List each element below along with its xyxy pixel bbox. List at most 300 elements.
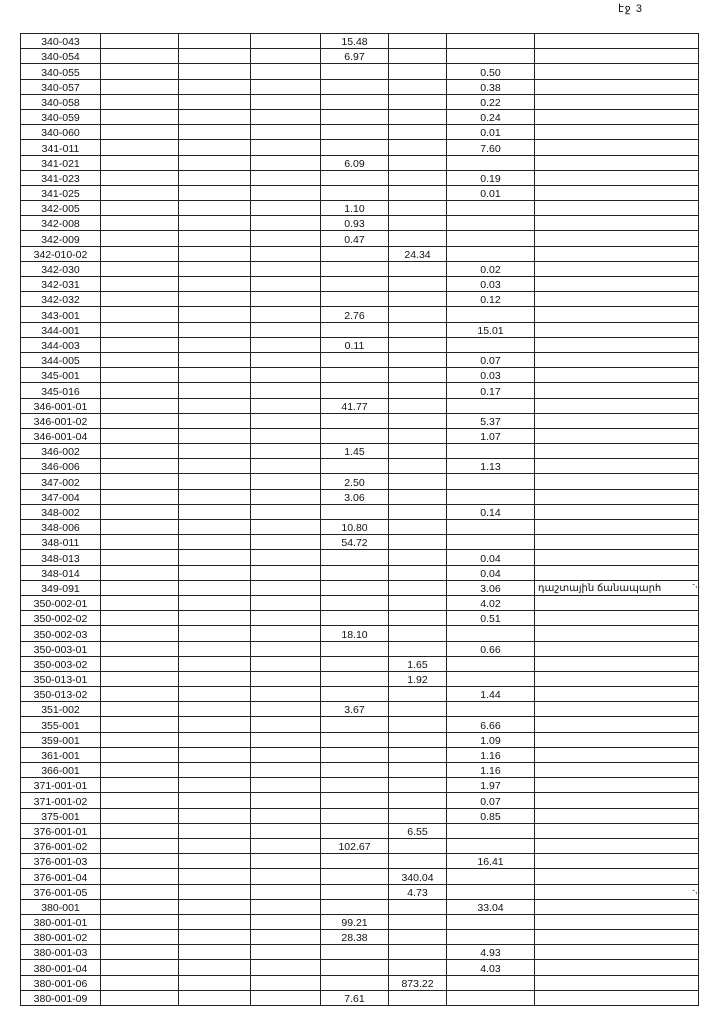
parcel-code-cell: 343-001 (21, 307, 101, 322)
parcel-code-cell: 351-002 (21, 702, 101, 717)
area-cell (389, 459, 447, 474)
area-cell: 1.09 (447, 732, 535, 747)
empty-cell (251, 79, 321, 94)
table-row (21, 155, 699, 170)
parcel-code-cell: 342-032 (21, 292, 101, 307)
area-cell: 6.66 (447, 717, 535, 732)
empty-cell (179, 580, 251, 595)
note-cell (535, 170, 699, 185)
area-cell: 0.66 (447, 641, 535, 656)
note-cell (535, 459, 699, 474)
table-row (21, 808, 699, 823)
area-cell (321, 565, 389, 580)
empty-cell (251, 914, 321, 929)
area-cell (321, 504, 389, 519)
area-cell (389, 79, 447, 94)
parcel-code-cell: 341-025 (21, 185, 101, 200)
note-cell (535, 79, 699, 94)
empty-cell (251, 322, 321, 337)
area-cell (389, 778, 447, 793)
parcel-code-cell: 344-001 (21, 322, 101, 337)
parcel-code-cell: 371-001-01 (21, 778, 101, 793)
empty-cell (101, 520, 179, 535)
area-cell (389, 292, 447, 307)
area-cell (389, 352, 447, 367)
empty-cell (251, 687, 321, 702)
empty-cell (101, 975, 179, 990)
table-row (21, 854, 699, 869)
empty-cell (101, 352, 179, 367)
area-cell (389, 763, 447, 778)
note-cell (535, 185, 699, 200)
parcel-code-cell: 380-001-06 (21, 975, 101, 990)
empty-cell (251, 292, 321, 307)
empty-cell (251, 565, 321, 580)
note-cell (535, 535, 699, 550)
empty-cell (251, 671, 321, 686)
area-cell (389, 641, 447, 656)
empty-cell (251, 459, 321, 474)
table-row (21, 945, 699, 960)
parcel-code-cell: 380-001-04 (21, 960, 101, 975)
table-row (21, 656, 699, 671)
area-cell (389, 838, 447, 853)
area-cell: 1.07 (447, 428, 535, 443)
table-row (21, 611, 699, 626)
table-row (21, 732, 699, 747)
note-cell (535, 899, 699, 914)
area-cell (321, 656, 389, 671)
note-cell (535, 428, 699, 443)
area-cell (447, 216, 535, 231)
empty-cell (179, 125, 251, 140)
area-cell (321, 611, 389, 626)
empty-cell (179, 292, 251, 307)
note-cell (535, 125, 699, 140)
empty-cell (251, 307, 321, 322)
parcel-code-cell: 350-003-01 (21, 641, 101, 656)
empty-cell (179, 656, 251, 671)
empty-cell (179, 687, 251, 702)
empty-cell (179, 489, 251, 504)
empty-cell (101, 580, 179, 595)
empty-cell (179, 990, 251, 1005)
empty-cell (251, 550, 321, 565)
empty-cell (101, 854, 179, 869)
empty-cell (179, 34, 251, 49)
area-cell (321, 459, 389, 474)
area-cell (389, 565, 447, 580)
empty-cell (101, 109, 179, 124)
empty-cell (251, 49, 321, 64)
empty-cell (101, 307, 179, 322)
table-row (21, 94, 699, 109)
note-cell (535, 626, 699, 641)
area-cell (389, 930, 447, 945)
area-cell (321, 595, 389, 610)
area-cell (447, 155, 535, 170)
empty-cell (179, 702, 251, 717)
area-cell (321, 140, 389, 155)
area-cell (321, 884, 389, 899)
note-cell (535, 292, 699, 307)
empty-cell (179, 307, 251, 322)
empty-cell (251, 763, 321, 778)
area-cell: 0.51 (447, 611, 535, 626)
empty-cell (101, 79, 179, 94)
area-cell (389, 504, 447, 519)
empty-cell (179, 368, 251, 383)
note-cell (535, 763, 699, 778)
parcel-code-cell: 376-001-04 (21, 869, 101, 884)
empty-cell (251, 216, 321, 231)
empty-cell (101, 231, 179, 246)
area-cell (389, 489, 447, 504)
empty-cell (101, 945, 179, 960)
area-cell (321, 413, 389, 428)
area-cell (447, 246, 535, 261)
empty-cell (251, 656, 321, 671)
parcel-code-cell: 347-002 (21, 474, 101, 489)
area-cell (447, 535, 535, 550)
note-cell (535, 34, 699, 49)
empty-cell (101, 611, 179, 626)
empty-cell (251, 899, 321, 914)
note-cell (535, 990, 699, 1005)
area-cell (389, 185, 447, 200)
area-cell (321, 109, 389, 124)
empty-cell (101, 94, 179, 109)
area-cell (389, 109, 447, 124)
area-cell (389, 368, 447, 383)
area-cell (389, 49, 447, 64)
empty-cell (179, 884, 251, 899)
note-cell (535, 611, 699, 626)
area-cell: 0.02 (447, 261, 535, 276)
empty-cell (101, 49, 179, 64)
empty-cell (179, 763, 251, 778)
table-row (21, 717, 699, 732)
note-cell (535, 504, 699, 519)
empty-cell (101, 793, 179, 808)
table-row (21, 504, 699, 519)
empty-cell (179, 140, 251, 155)
note-cell (535, 520, 699, 535)
empty-cell (101, 155, 179, 170)
area-cell: 1.10 (321, 201, 389, 216)
empty-cell (101, 763, 179, 778)
empty-cell (179, 520, 251, 535)
area-cell: 15.01 (447, 322, 535, 337)
empty-cell (251, 34, 321, 49)
area-cell (321, 185, 389, 200)
area-cell (389, 793, 447, 808)
empty-cell (251, 413, 321, 428)
empty-cell (251, 398, 321, 413)
note-cell (535, 231, 699, 246)
empty-cell (179, 747, 251, 762)
note-cell (535, 155, 699, 170)
area-cell (389, 990, 447, 1005)
empty-cell (179, 914, 251, 929)
area-cell (447, 398, 535, 413)
empty-cell (101, 990, 179, 1005)
parcel-code-cell: 346-001-02 (21, 413, 101, 428)
empty-cell (101, 960, 179, 975)
empty-cell (179, 611, 251, 626)
empty-cell (251, 747, 321, 762)
empty-cell (101, 641, 179, 656)
table-row (21, 960, 699, 975)
empty-cell (251, 611, 321, 626)
parcel-code-cell: 361-001 (21, 747, 101, 762)
note-cell (535, 277, 699, 292)
empty-cell (101, 565, 179, 580)
area-cell (447, 823, 535, 838)
note-cell (535, 930, 699, 945)
parcel-code-cell: 350-002-03 (21, 626, 101, 641)
table-row (21, 535, 699, 550)
parcel-code-cell: 350-002-01 (21, 595, 101, 610)
area-cell: 0.24 (447, 109, 535, 124)
area-cell (321, 368, 389, 383)
empty-cell (101, 595, 179, 610)
empty-cell (179, 109, 251, 124)
area-cell: 2.76 (321, 307, 389, 322)
empty-cell (179, 398, 251, 413)
area-cell: 0.22 (447, 94, 535, 109)
area-cell: 6.97 (321, 49, 389, 64)
note-cell (535, 368, 699, 383)
empty-cell (251, 854, 321, 869)
area-cell (447, 489, 535, 504)
note-cell (535, 352, 699, 367)
area-cell: 0.03 (447, 277, 535, 292)
table-row (21, 307, 699, 322)
empty-cell (251, 504, 321, 519)
parcel-code-cell: 346-002 (21, 444, 101, 459)
area-cell: 0.38 (447, 79, 535, 94)
table-row (21, 914, 699, 929)
area-cell (389, 307, 447, 322)
empty-cell (179, 945, 251, 960)
area-cell (321, 322, 389, 337)
area-cell: 0.47 (321, 231, 389, 246)
parcel-code-cell: 340-054 (21, 49, 101, 64)
empty-cell (101, 398, 179, 413)
note-cell (535, 671, 699, 686)
area-cell (389, 732, 447, 747)
table-row (21, 763, 699, 778)
area-cell (389, 595, 447, 610)
area-cell: 4.73 (389, 884, 447, 899)
parcel-code-cell: 348-014 (21, 565, 101, 580)
empty-cell (101, 261, 179, 276)
empty-cell (251, 793, 321, 808)
note-cell (535, 140, 699, 155)
parcel-code-cell: 380-001-01 (21, 914, 101, 929)
empty-cell (251, 261, 321, 276)
parcel-code-cell: 375-001 (21, 808, 101, 823)
empty-cell (179, 960, 251, 975)
area-cell (389, 854, 447, 869)
empty-cell (179, 854, 251, 869)
area-cell: 0.04 (447, 550, 535, 565)
empty-cell (101, 201, 179, 216)
table-row (21, 975, 699, 990)
note-cell (535, 398, 699, 413)
table-row (21, 565, 699, 580)
table-row (21, 428, 699, 443)
area-cell (389, 216, 447, 231)
empty-cell (179, 641, 251, 656)
empty-cell (251, 94, 321, 109)
empty-cell (251, 838, 321, 853)
empty-cell (101, 292, 179, 307)
area-cell (447, 307, 535, 322)
area-cell: 1.44 (447, 687, 535, 702)
table-row (21, 687, 699, 702)
empty-cell (101, 869, 179, 884)
parcel-code-cell: 350-013-01 (21, 671, 101, 686)
note-cell (535, 550, 699, 565)
table-row (21, 125, 699, 140)
empty-cell (251, 352, 321, 367)
area-cell (321, 763, 389, 778)
area-cell: 16.41 (447, 854, 535, 869)
empty-cell (101, 914, 179, 929)
empty-cell (251, 201, 321, 216)
empty-cell (101, 185, 179, 200)
empty-cell (101, 444, 179, 459)
area-cell: 6.55 (389, 823, 447, 838)
area-cell (389, 261, 447, 276)
note-cell (535, 261, 699, 276)
area-cell (321, 747, 389, 762)
empty-cell (251, 185, 321, 200)
note-cell (535, 595, 699, 610)
note-cell (535, 702, 699, 717)
empty-cell (251, 626, 321, 641)
parcel-code-cell: 348-006 (21, 520, 101, 535)
table-row (21, 990, 699, 1005)
area-cell (447, 838, 535, 853)
parcel-code-cell: 346-001-01 (21, 398, 101, 413)
area-cell (389, 535, 447, 550)
empty-cell (179, 216, 251, 231)
empty-cell (179, 778, 251, 793)
area-cell (389, 717, 447, 732)
parcel-code-cell: 350-003-02 (21, 656, 101, 671)
empty-cell (251, 732, 321, 747)
note-cell (535, 808, 699, 823)
empty-cell (179, 64, 251, 79)
area-cell: 0.50 (447, 64, 535, 79)
empty-cell (179, 413, 251, 428)
table-row (21, 277, 699, 292)
note-cell (535, 64, 699, 79)
table-row (21, 550, 699, 565)
note-cell (535, 49, 699, 64)
empty-cell (179, 261, 251, 276)
area-cell (321, 79, 389, 94)
area-cell (389, 413, 447, 428)
area-cell (389, 322, 447, 337)
empty-cell (179, 565, 251, 580)
parcel-code-cell: 348-013 (21, 550, 101, 565)
table-row (21, 170, 699, 185)
area-cell: 18.10 (321, 626, 389, 641)
area-cell (389, 520, 447, 535)
empty-cell (251, 337, 321, 352)
parcel-code-cell: 366-001 (21, 763, 101, 778)
area-cell: 0.01 (447, 125, 535, 140)
area-cell (447, 930, 535, 945)
area-cell (447, 337, 535, 352)
area-cell: 4.93 (447, 945, 535, 960)
area-cell (321, 383, 389, 398)
area-cell (389, 155, 447, 170)
area-cell (389, 626, 447, 641)
area-cell (321, 808, 389, 823)
table-row (21, 231, 699, 246)
parcel-code-cell: 380-001-02 (21, 930, 101, 945)
parcel-code-cell: 341-021 (21, 155, 101, 170)
area-cell: 0.17 (447, 383, 535, 398)
table-row (21, 580, 699, 595)
area-cell (389, 808, 447, 823)
empty-cell (251, 277, 321, 292)
area-cell: 102.67 (321, 838, 389, 853)
area-cell (321, 717, 389, 732)
empty-cell (101, 930, 179, 945)
empty-cell (251, 231, 321, 246)
table-row (21, 352, 699, 367)
note-cell (535, 732, 699, 747)
area-cell (321, 899, 389, 914)
area-cell (389, 383, 447, 398)
empty-cell (179, 535, 251, 550)
area-cell (321, 960, 389, 975)
table-row (21, 444, 699, 459)
table-row (21, 292, 699, 307)
empty-cell (101, 626, 179, 641)
area-cell (321, 854, 389, 869)
note-cell (535, 201, 699, 216)
parcel-code-cell: 371-001-02 (21, 793, 101, 808)
area-cell (321, 580, 389, 595)
table-row (21, 747, 699, 762)
empty-cell (179, 671, 251, 686)
area-cell: 99.21 (321, 914, 389, 929)
empty-cell (179, 337, 251, 352)
empty-cell (179, 550, 251, 565)
empty-cell (179, 930, 251, 945)
empty-cell (179, 231, 251, 246)
note-cell (535, 687, 699, 702)
page-number-label: էջ 3 (618, 3, 643, 15)
area-cell (447, 520, 535, 535)
empty-cell (101, 899, 179, 914)
empty-cell (179, 869, 251, 884)
empty-cell (179, 352, 251, 367)
parcel-code-cell: 344-003 (21, 337, 101, 352)
area-cell: 3.06 (447, 580, 535, 595)
area-cell: 0.19 (447, 170, 535, 185)
area-cell (321, 94, 389, 109)
empty-cell (179, 793, 251, 808)
area-cell (321, 945, 389, 960)
